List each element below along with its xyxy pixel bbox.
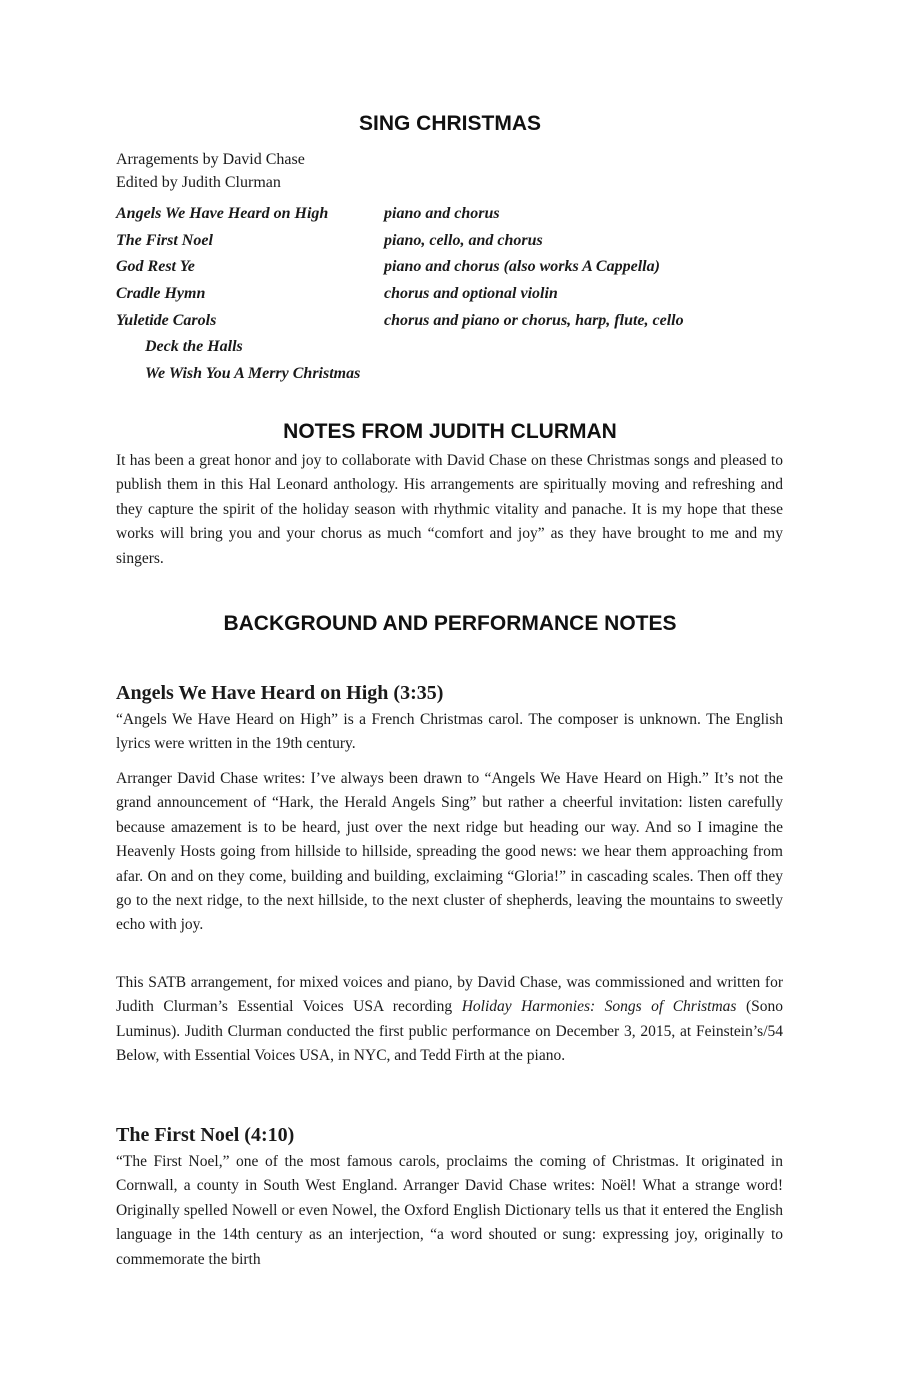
song-name: Cradle Hymn xyxy=(116,285,206,303)
instrumentation: piano and chorus xyxy=(384,205,500,222)
paragraph-text: This SATB arrangement, for mixed voices and piano, by David Chase, was commissioned and written for Judith Clurman’s Essential Voices USA recording xyxy=(116,974,783,1016)
song-name: The First Noel xyxy=(116,231,213,249)
song-name: Deck the Halls xyxy=(145,338,243,356)
song-name: We Wish You A Merry Christmas xyxy=(145,365,361,383)
notes-heading: NOTES FROM JUDITH CLURMAN xyxy=(283,420,617,443)
contents-row xyxy=(116,232,796,259)
instrumentation: chorus and optional violin xyxy=(384,285,558,303)
arrangements-credit: Arragements by David Chase xyxy=(116,151,305,168)
instrumentation: piano, cello, and chorus xyxy=(384,231,543,249)
song-heading-angels: Angels We Have Heard on High (3:35) xyxy=(116,682,444,704)
editor-credit: Edited by Judith Clurman xyxy=(116,174,281,191)
notes-paragraph: It has been a great honor and joy to collaborate with David Chase on these Christmas songs and pleased to publish them in this Hal Leonard anthology. His arrangements are spiritually moving and refreshing and they capture the spirit of the holiday season with rhythmic vitality and panache. It is my hope that these works will bring you and your chorus as much “comfort and joy” as they have brought to me and my singers. xyxy=(116,452,783,567)
song-paragraph: “The First Noel,” one of the most famous carols, proclaims the coming of Christmas. It originated in Cornwall, a county in South West England. Arranger David Chase writes: Noël! What a strange word! Originally spelled Nowell or even Nowel, the Oxford English Dictionary tells us that it entered the English language in the 14th century as an interjection, “a word shouted or sung: expressing joy, originally to commemorate the birth xyxy=(116,1153,783,1268)
contents-row xyxy=(116,258,796,285)
credits xyxy=(116,148,305,194)
contents-subrow xyxy=(116,338,796,365)
contents-list xyxy=(116,205,796,392)
page-title: SING CHRISTMAS xyxy=(358,112,541,135)
instrumentation: piano and chorus (also works A Cappella) xyxy=(384,258,660,276)
contents-row xyxy=(116,285,796,312)
song-paragraph: Arranger David Chase writes: I’ve always been drawn to “Angels We Have Heard on High.” It’s not the grand announcement of “Hark, the Herald Angels Sing” but rather a cheerful invitation: listen carefully because amazement is to be heard, just over the next ridge but heading our way. And so I imagine the Heavenly Hosts going from hillside to hillside, spreading the good news: we hear them approaching from afar. On and on they come, building and building, exclaiming “Gloria!” in cascading scales. Then off they go to the next ridge, to the next hillside, to the next cluster of shepherds, leaving the mountains to sweetly echo with joy. xyxy=(116,770,783,934)
paragraph-text: (Sono Luminus). Judith Clurman conducted the first public performance on December 3, 2015, at Feinstein’s/54 Below, with Essential Voices USA, in NYC, and Tedd Firth at the piano. xyxy=(116,998,783,1065)
song-paragraph: “Angels We Have Heard on High” is a French Christmas carol. The composer is unknown. The English lyrics were written in the 19th century. xyxy=(116,711,783,753)
song-paragraph xyxy=(116,971,783,1069)
background-heading: BACKGROUND AND PERFORMANCE NOTES xyxy=(223,612,677,635)
song-heading-first-noel: The First Noel (4:10) xyxy=(116,1124,295,1146)
contents-row xyxy=(116,205,796,232)
contents-row xyxy=(116,312,796,339)
song-name: God Rest Ye xyxy=(116,258,195,276)
contents-subrow xyxy=(116,365,796,392)
album-title: Holiday Harmonies: Songs of Christmas xyxy=(461,998,737,1016)
instrumentation: chorus and piano or chorus, harp, flute, cello xyxy=(384,311,684,329)
song-name: Yuletide Carols xyxy=(116,311,217,329)
song-name: Angels We Have Heard on High xyxy=(116,205,329,222)
